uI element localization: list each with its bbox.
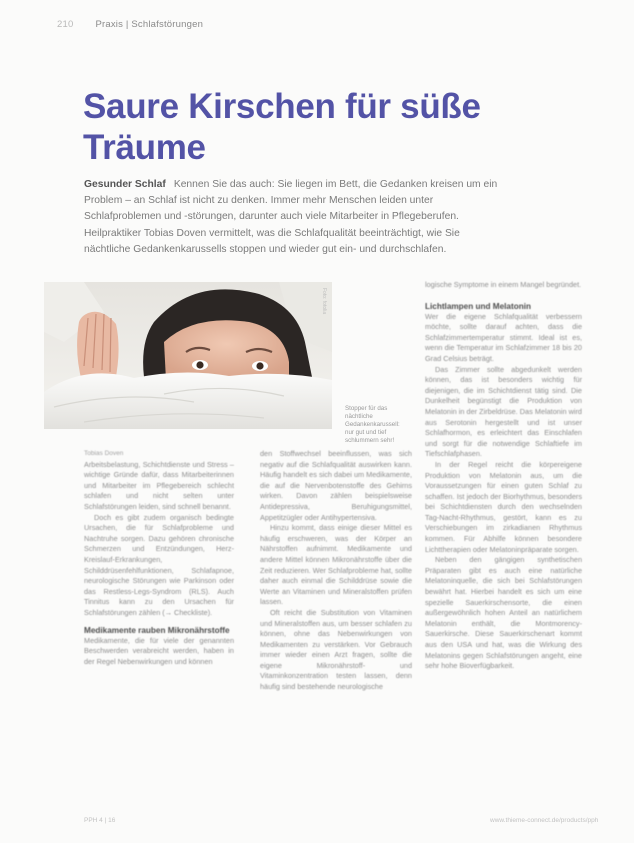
article-lead	[84, 177, 504, 258]
author-line: Tobias Doven	[84, 450, 124, 457]
subheading-medikamente: Medikamente rauben Mikronährstoffe	[84, 625, 230, 635]
footer-url: www.thieme-connect.de/products/pph	[490, 817, 599, 824]
image-credit: Foto: fotolia	[321, 288, 327, 315]
section-label: Praxis | Schlafstörungen	[95, 19, 204, 30]
text-column-3	[425, 280, 582, 672]
footer-issue: PPH 4 | 16	[84, 817, 116, 824]
col2-paragraph-2: Hinzu kommt, dass einige dieser Mittel es häufig erschweren, was der Körper an Nährstoffen aufnimmt. Medikamente und andere Mittel können Mikronährstoffe über die Zeit reduzieren. Wer Schlafprobleme hat, sollte daher auch einmal die Schilddrüse sowie die Werte an Vitaminen und Mineralstoffen prüfen lassen.	[260, 523, 412, 607]
article-title: Saure Kirschen für süße Träume	[83, 87, 481, 167]
text-column-1	[84, 449, 234, 667]
col1-paragraph-3: Medikamente, die für viele der genannten Beschwerden verabreicht werden, haben in der Regel Nebenwirkungen und können	[84, 635, 234, 666]
col2-paragraph-1: den Stoffwechsel beeinflussen, was sich negativ auf die Schlafqualität auswirken kann. Häufig handelt es sich dabei um Medikamente, die auf die Nervenbotenstoffe des Gehirns wirken. Davon zählen beispielsweise Antidepressiva, Beruhigungsmittel, Appetitzügler oder Antihypertensiva.	[260, 449, 412, 522]
col1-paragraph-1: Arbeitsbelastung, Schichtdienste und Stress – wichtige Gründe dafür, dass Mitarbeiterinnen und Mitarbeiter im Pflegebereich schlecht schlafen und nicht selten unter Schlafstörungen leiden, sind schnell benannt.	[84, 459, 234, 511]
lead-kicker: Gesunder Schlaf	[84, 179, 166, 190]
lead-text: Kennen Sie das auch: Sie liegen im Bett, die Gedanken kreisen um ein Problem – an Schlaf ist nicht zu denken. Immer mehr Menschen leiden unter Schlafproblemen und -störungen, darunter auch viele Mitarbeiter in Pflegeberufen. Heilpraktiker Tobias Doven vermittelt, was die Schlafqualität beeinträchtigt, wie Sie nächtliche Gedankenkarussells stoppen und wieder gut ein- und durchschlafen.	[84, 179, 498, 255]
text-column-2	[260, 449, 412, 693]
col2-paragraph-3: Oft reicht die Substitution von Vitaminen und Mineralstoffen aus, um besser schlafen zu können, ohne das Nebenwirkungen von Medikamenten zu verstärken. Vor Gebrauch immer wieder einen Arzt fragen, sollte die eigene Mikronährstoff- und Vitaminkonzentration testen lassen, denn häufig sind bestehende neurologische	[260, 607, 412, 692]
col1-paragraph-2: Doch es gibt zudem organisch bedingte Ursachen, die für Schlafprobleme und Nachtruhe sorgen. Dazu gehören chronische Schmerzen und Entzündungen, Herz-Kreislauf-Erkrankungen, Schilddrüsenfehlfunktionen, Schlafapnoe, neurologische Störungen wie Parkinson oder das Restless-Legs-Syndrom (RLS). Auch Tinnitus kann zu den Ursachen für Schlafstörungen zählen (→ Checkliste).	[84, 512, 234, 617]
col3-paragraph-2: Das Zimmer sollte abgedunkelt werden können, das ist besonders wichtig für diejenigen, die im Schichtdienst tätig sind. Die Dunkelheit begünstigt die Produktion von Melatonin in der Zirbeldrüse. Das Melatonin wird aus Serotonin hergestellt und ist unser Schlafhormon, es erleichtert das Einschlafen und sorgt für die notwendige Schlaftiefe im Tiefschlafphasen.	[425, 364, 582, 459]
col3-paragraph-4: Neben den gängigen synthetischen Präparaten gibt es auch eine natürliche Melatoninquelle, die sich bei Schlafstörungen bewährt hat. Hierbei handelt es sich um eine spezielle Sauerkirschensorte, die einen außergewöhnlich hohen Anteil an natürlichem Melatonin enthält, die Montmorency-Sauerkirsche. Diese Sauerkirschenart kommt aus den USA und hat, was die Wirkung des Melatonins gegen Schlafstörungen angeht, eine sehr hohe Bioverfügbarkeit.	[425, 555, 582, 671]
col3-paragraph-0: logische Symptome in einem Mangel begründet.	[425, 280, 582, 289]
page-number: 210	[57, 19, 74, 30]
col3-paragraph-1: Wer die eigene Schlafqualität verbessern möchte, sollte darauf achten, dass die Schlafzimmertemperatur stimmt. Ideal ist es, wenn die Temperatur im Schlafzimmer 18 bis 20 Grad Celsius beträgt.	[425, 311, 582, 363]
col3-paragraph-3: In der Regel reicht die körpereigene Produktion von Melatonin aus, um die Voraussetzungen für einen guten Schlaf zu schaffen. Ist jedoch der Biorhythmus, besonders bei Schichtdiensten durch den wechselnden Tag-Nacht-Rhythmus, gestört, kann es zu Verschiebungen im zirkadianen Rhythmus kommen. Für Abhilfe können besondere Lichttherapien oder Melatoninpräparate sorgen.	[425, 459, 582, 554]
article-photo	[44, 282, 332, 429]
subheading-lichtlampen: Lichtlampen und Melatonin	[425, 301, 531, 311]
running-header	[57, 19, 203, 30]
woman-under-blanket-image	[44, 282, 332, 429]
photo-caption: Stopper für das nächtliche Gedankenkarussell: nur gut und tief schlummern sehr!	[345, 405, 400, 444]
